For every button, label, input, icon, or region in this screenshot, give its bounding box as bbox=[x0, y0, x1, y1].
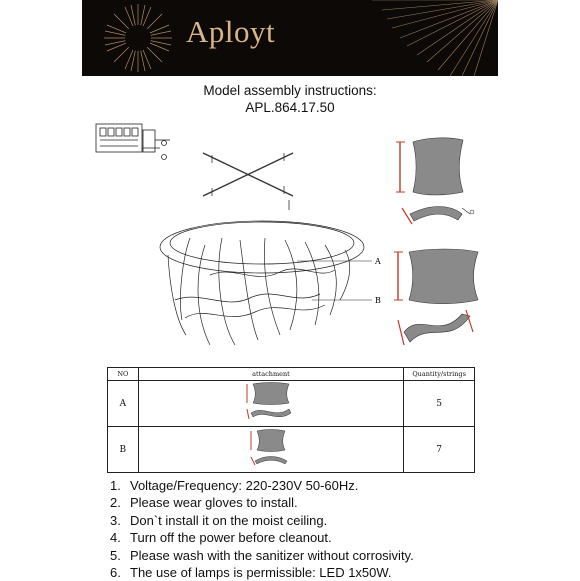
model-number: APL.864.17.50 bbox=[245, 100, 335, 115]
item-number: 3. bbox=[110, 512, 121, 528]
panel-b-drawing bbox=[396, 138, 474, 224]
table-header-row bbox=[108, 368, 475, 381]
brand-logo: Aployt bbox=[186, 14, 276, 49]
list-item bbox=[110, 529, 414, 546]
attachment-cell bbox=[138, 427, 404, 473]
row-no: A bbox=[108, 381, 139, 427]
table-row bbox=[108, 427, 475, 473]
item-text: Voltage/Frequency: 220-230V 50-60Hz. bbox=[130, 478, 359, 493]
callout-a-label: A bbox=[375, 257, 381, 266]
list-item bbox=[110, 564, 414, 581]
panel-b-thumbnail bbox=[241, 427, 301, 469]
list-item bbox=[110, 547, 414, 564]
item-number: 5. bbox=[110, 547, 121, 563]
page-title: Model assembly instructions: bbox=[203, 83, 377, 98]
item-number: 4. bbox=[110, 530, 121, 546]
list-item bbox=[110, 494, 414, 511]
table-row bbox=[108, 381, 475, 427]
chandelier-drawing bbox=[160, 221, 364, 345]
cross-bracket-drawing bbox=[203, 153, 293, 210]
row-quantity: 5 bbox=[404, 381, 475, 427]
item-text: Please wash with the sanitizer without corrosivity. bbox=[130, 547, 414, 563]
wiring-block-drawing bbox=[96, 124, 170, 160]
item-text: The use of lamps is permissible: LED 1x50W. bbox=[130, 565, 392, 581]
panel-a-drawing bbox=[394, 249, 478, 345]
header-no: NO bbox=[108, 368, 139, 381]
item-text: Please wear gloves to install. bbox=[130, 495, 298, 511]
row-no: B bbox=[108, 427, 139, 473]
item-text: Don`t install it on the moist ceiling. bbox=[130, 512, 328, 528]
item-number: 1. bbox=[110, 478, 121, 493]
item-number: 2. bbox=[110, 495, 121, 511]
parts-table bbox=[107, 367, 475, 473]
header-attachment: attachment bbox=[138, 368, 404, 381]
panel-a-thumbnail bbox=[241, 381, 301, 423]
header-quantity: Quantity/strings bbox=[404, 368, 475, 381]
callout-b-label: B bbox=[375, 296, 381, 305]
item-text: Turn off the power before cleanout. bbox=[130, 530, 332, 546]
row-quantity: 7 bbox=[404, 427, 475, 473]
instructions-list bbox=[110, 477, 414, 581]
list-item bbox=[110, 477, 414, 494]
list-item bbox=[110, 512, 414, 529]
attachment-cell bbox=[138, 381, 404, 427]
item-number: 6. bbox=[110, 565, 121, 581]
